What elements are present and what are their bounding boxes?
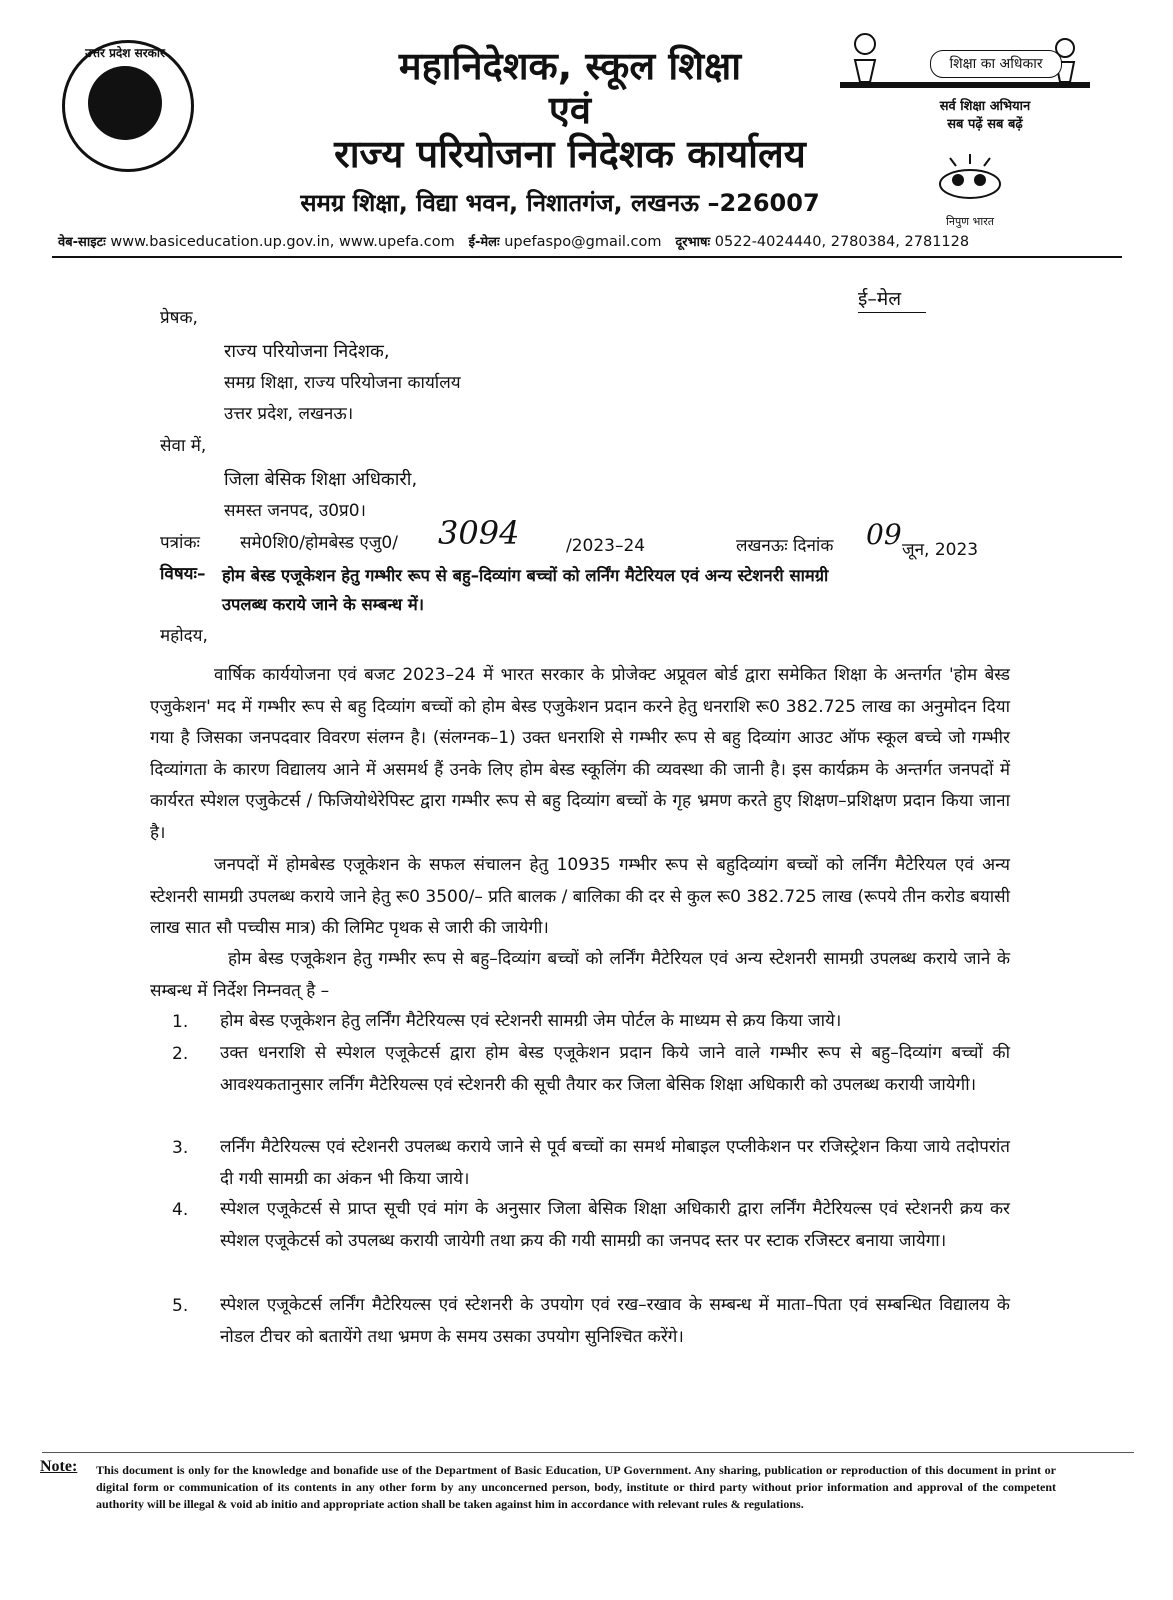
phone-value: 0522-4024440, 2780384, 2781128 — [714, 234, 970, 250]
list-item-number: 4. — [172, 1200, 189, 1220]
header-divider — [52, 256, 1122, 258]
recipient-line2: समस्त जनपद, उ0प्र0। — [224, 501, 366, 521]
body-paragraph-2: जनपदों में होमबेस्ड एजूकेशन के सफल संचालन हेतु 10935 गम्भीर रूप से बहुदिव्यांग बच्चों को लर्निंग मैटेरियल एवं अन्य स्टेशनरी सामग्री उपलब्ध कराये जाने हेतु रू0 3500/– प्रति बालक / बालिका की दर से कुल रू0 382.725 लाख (रूपये तीन करोड बयासी लाख सात सौ पच्चीस मात्र) की लिमिट पृथक से जारी की जायेगी। — [150, 855, 1010, 938]
header-title-line1: महानिदेशक, स्कूल शिक्षा — [398, 44, 742, 88]
body-paragraph-1: वार्षिक कार्ययोजना एवं बजट 2023–24 में भारत सरकार के प्रोजेक्ट अप्रूवल बोर्ड द्वारा समेकित शिक्षा के अन्तर्गत 'होम बेस्ड एजुकेशन' मद में गम्भीर रूप से बहु दिव्यांग बच्चों को होम बेस्ड एजुकेशन प्रदान करने हेतु धनराशि रू0 382.725 लाख का अनुमोदन दिया गया है जिसका जनपदवार विवरण संलग्न है। (संलग्नक–1) उक्त धनराशि से गम्भीर रूप से बहु दिव्यांग आउट ऑफ स्कूल बच्चे जो गम्भीर दिव्यांगता के कारण विद्यालय आने में असमर्थ हैं उनके लिए होम बेस्ड स्कूलिंग की व्यवस्था की जानी है। इस कार्यक्रम के अन्तर्गत जनपदों में कार्यरत स्पेशल एजुकेटर्स / फिजियोथेरेपिस्ट द्वारा गम्भीर रूप से बहु दिव्यांग बच्चों के गृह भ्रमण करते हुए शिक्षण–प्रशिक्षण प्रदान किया जाना है। — [150, 665, 1010, 843]
delivery-mode-underline — [858, 312, 926, 313]
sender-line3: उत्तर प्रदेश, लखनऊ। — [224, 404, 354, 424]
ssa-line2: सब पढ़ें सब बढ़ें — [947, 117, 1023, 132]
place-date-label: लखनऊः दिनांक — [736, 536, 834, 556]
email-label: ई-मेलः — [468, 235, 500, 250]
seal-text: उत्तर प्रदेश सरकार — [85, 46, 165, 60]
recipient-line1: जिला बेसिक शिक्षा अधिकारी, — [224, 469, 418, 490]
footer-divider — [42, 1452, 1134, 1453]
web-value[interactable]: www.basiceducation.up.gov.in, www.upefa.com — [110, 234, 455, 250]
date-day-handwritten: 09 — [866, 518, 902, 551]
recipient-label: सेवा में, — [160, 436, 207, 456]
note-label: Note: — [40, 1458, 78, 1475]
list-item-number: 1. — [172, 1012, 189, 1032]
ref-label: पत्रांकः — [160, 533, 200, 553]
header-title-line3: राज्य परियोजना निदेशक कार्यालय — [334, 132, 806, 176]
web-label: वेब-साइटः — [58, 235, 106, 250]
salutation: महोदय, — [160, 626, 208, 646]
nipun-label: निपुण भारत — [945, 215, 994, 228]
header-address: समग्र शिक्षा, विद्या भवन, निशातगंज, लखनऊ –226007 — [300, 189, 820, 217]
list-item-number: 2. — [172, 1044, 189, 1064]
list-item-text: स्पेशल एजूकेटर्स लर्निंग मैटेरियल्स एवं स्टेशनरी के उपयोग एवं रख–रखाव के सम्बन्ध में माता–पिता एवं सम्बन्धित विद्यालय के नोडल टीचर को बतायेंगे तथा भ्रमण के समय उसका उपयोग सुनिश्चित करेंगे। — [220, 1295, 1010, 1347]
list-item-number: 5. — [172, 1296, 189, 1316]
seal-emblem-icon — [88, 66, 162, 140]
ref-prefix: समे0शि0/होमबेस्ड एजु0/ — [240, 533, 398, 553]
list-item-number: 3. — [172, 1138, 189, 1158]
note-text: This document is only for the knowledge and bonafide use of the Department of Basic Education, UP Government. Any sharing, publication or reproduction of this document in print or digital form or communication of its contents in any other form by any unconcerned person, body, institute or third party without prior information and approval of the competent authority will be illegal & void ab initio and appropriate action shall be taken against him in accordance with relevant rules & regulations. — [96, 1463, 1056, 1511]
subject-line2: उपलब्ध कराये जाने के सम्बन्ध में। — [222, 595, 425, 614]
sender-label: प्रेषक, — [160, 308, 198, 328]
delivery-mode: ई–मेल — [858, 288, 902, 310]
nipun-bharat-logo-icon — [920, 148, 1020, 208]
date-rest: जून, 2023 — [902, 540, 979, 560]
contact-line — [58, 232, 1118, 250]
list-item-text: होम बेस्ड एजूकेशन हेतु लर्निंग मैटेरियल्स एवं स्टेशनरी सामग्री जेम पोर्टल के माध्यम से क्रय किया जाये। — [220, 1011, 842, 1031]
phone-label: दूरभाषः — [675, 235, 711, 250]
rte-label: शिक्षा का अधिकार — [930, 50, 1062, 78]
body-paragraph-3: होम बेस्ड एजूकेशन हेतु गम्भीर रूप से बहु–दिव्यांग बच्चों को लर्निंग मैटेरियल एवं अन्य स्टेशनरी सामग्री उपलब्ध कराये जाने के सम्बन्ध में निर्देश निम्नवत् है – — [150, 949, 1010, 1001]
email-value[interactable]: upefaspo@gmail.com — [504, 234, 662, 250]
ref-number-handwritten: 3094 — [438, 514, 520, 552]
ssa-line1: सर्व शिक्षा अभियान — [939, 99, 1031, 114]
list-item-text: उक्त धनराशि से स्पेशल एजूकेटर्स द्वारा होम बेस्ड एजूकेशन प्रदान किये जाने वाले गम्भीर रूप से बहु–दिव्यांग बच्चों की आवश्यकतानुसार लर्निंग मैटेरियल्स एवं स्टेशनरी की सूची तैयार कर जिला बेसिक शिक्षा अधिकारी को उपलब्ध करायी जायेगी। — [220, 1043, 1010, 1095]
sender-line2: समग्र शिक्षा, राज्य परियोजना कार्यालय — [224, 373, 461, 393]
ref-year: /2023–24 — [566, 536, 646, 556]
list-item-text: लर्निंग मैटेरियल्स एवं स्टेशनरी उपलब्ध कराये जाने से पूर्व बच्चों का समर्थ मोबाइल एप्लीकेशन पर रजिस्ट्रेशन किया जाये तदोपरांत दी गयी सामग्री का अंकन भी किया जाये। — [220, 1137, 1010, 1189]
subject-line1: होम बेस्ड एजूकेशन हेतु गम्भीर रूप से बहु–दिव्यांग बच्चों को लर्निंग मैटेरियल एवं अन्य स्टेशनरी सामग्री — [222, 566, 829, 585]
subject-label: विषयः– — [160, 564, 206, 584]
sender-line1: राज्य परियोजना निदेशक, — [224, 341, 390, 362]
list-item-text: स्पेशल एजूकेटर्स से प्राप्त सूची एवं मांग के अनुसार जिला बेसिक शिक्षा अधिकारी द्वारा लर्निंग मैटेरियल्स एवं स्टेशनरी क्रय कर स्पेशल एजूकेटर्स को उपलब्ध करायी जायेगी तथा क्रय की गयी सामग्री का जनपद स्तर पर स्टाक रजिस्टर बनाया जायेगा। — [220, 1199, 1010, 1251]
header-title-line2: एवं — [548, 88, 592, 132]
